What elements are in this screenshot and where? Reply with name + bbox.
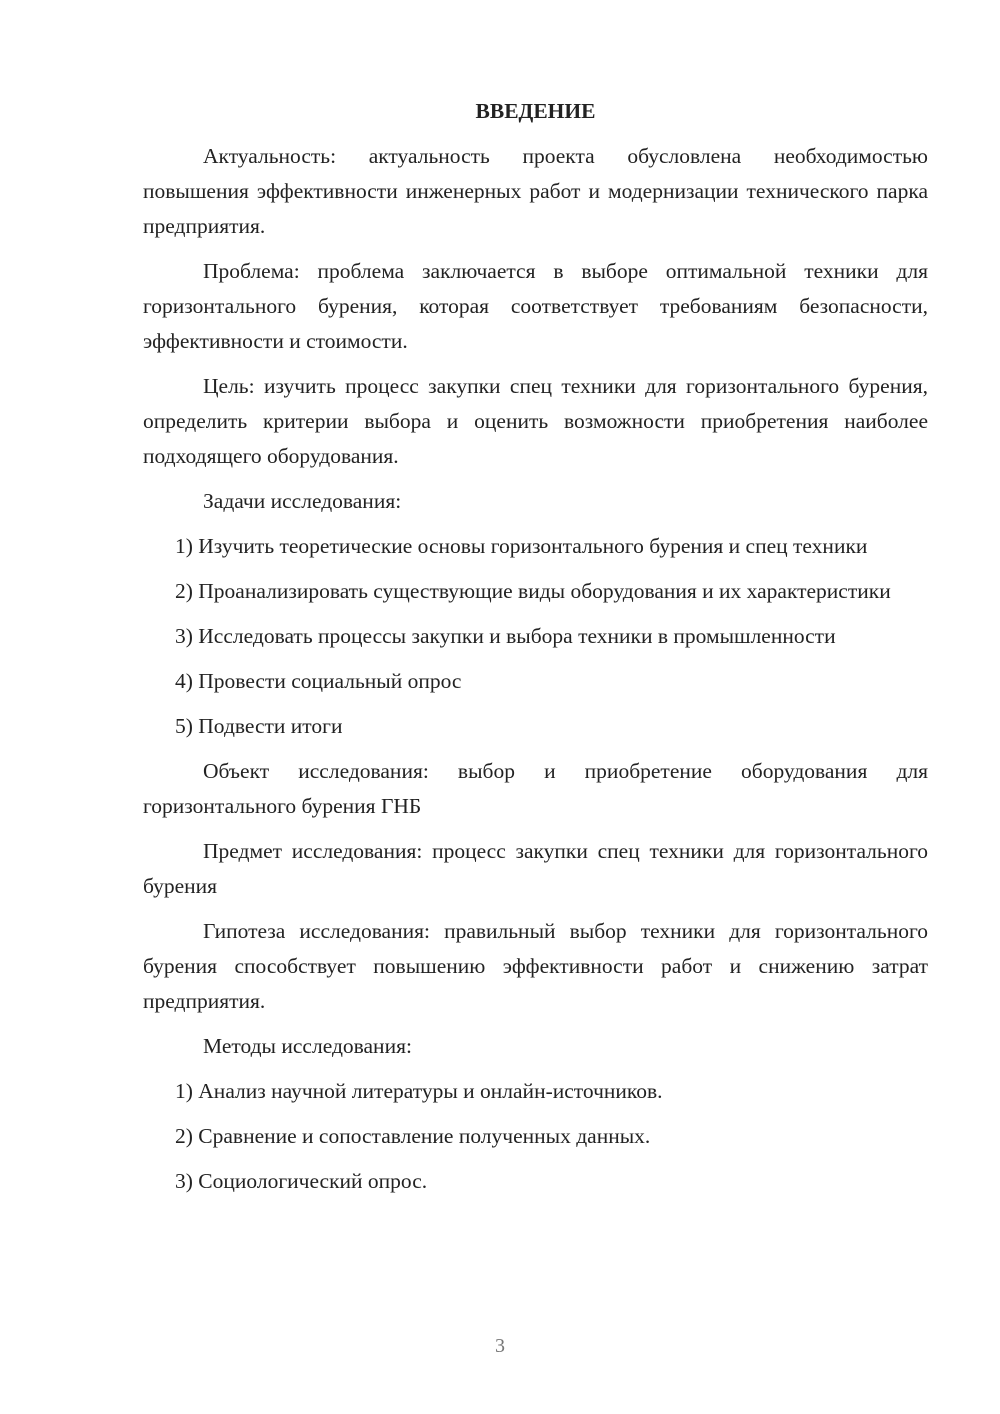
task-item-4: 4) Провести социальный опрос <box>175 669 462 693</box>
task-item-5: 5) Подвести итоги <box>175 714 343 738</box>
page-content <box>143 94 928 1209</box>
methods-heading: Методы исследования: <box>203 1034 412 1058</box>
task-item-1: 1) Изучить теоретические основы горизонтального бурения и спец техники <box>175 534 868 558</box>
section-title: ВВЕДЕНИЕ <box>475 99 596 123</box>
task-item-2: 2) Проанализировать существующие виды оборудования и их характеристики <box>175 579 891 603</box>
paragraph-hypothesis: Гипотеза исследования: правильный выбор техники для горизонтального бурения способствует повышению эффективности работ и снижению затрат предприятия. <box>143 919 928 1013</box>
paragraph-subject: Предмет исследования: процесс закупки спец техники для горизонтального бурения <box>143 839 928 898</box>
method-item-1: 1) Анализ научной литературы и онлайн-источников. <box>175 1079 663 1103</box>
paragraph-problem: Проблема: проблема заключается в выборе оптимальной техники для горизонтального бурения, которая соответствует требованиям безопасности, эффективности и стоимости. <box>143 259 928 353</box>
method-item-3: 3) Социологический опрос. <box>175 1169 428 1193</box>
paragraph-goal: Цель: изучить процесс закупки спец техники для горизонтального бурения, определить критерии выбора и оценить возможности приобретения наиболее подходящего оборудования. <box>143 374 928 468</box>
tasks-heading: Задачи исследования: <box>203 489 402 513</box>
paragraph-object: Объект исследования: выбор и приобретение оборудования для горизонтального бурения ГНБ <box>143 759 928 818</box>
page-number: 3 <box>495 1335 505 1357</box>
task-item-3: 3) Исследовать процессы закупки и выбора техники в промышленности <box>175 624 836 648</box>
method-item-2: 2) Сравнение и сопоставление полученных данных. <box>175 1124 651 1148</box>
paragraph-relevance: Актуальность: актуальность проекта обусловлена необходимостью повышения эффективности инженерных работ и модернизации технического парка предприятия. <box>143 144 928 238</box>
